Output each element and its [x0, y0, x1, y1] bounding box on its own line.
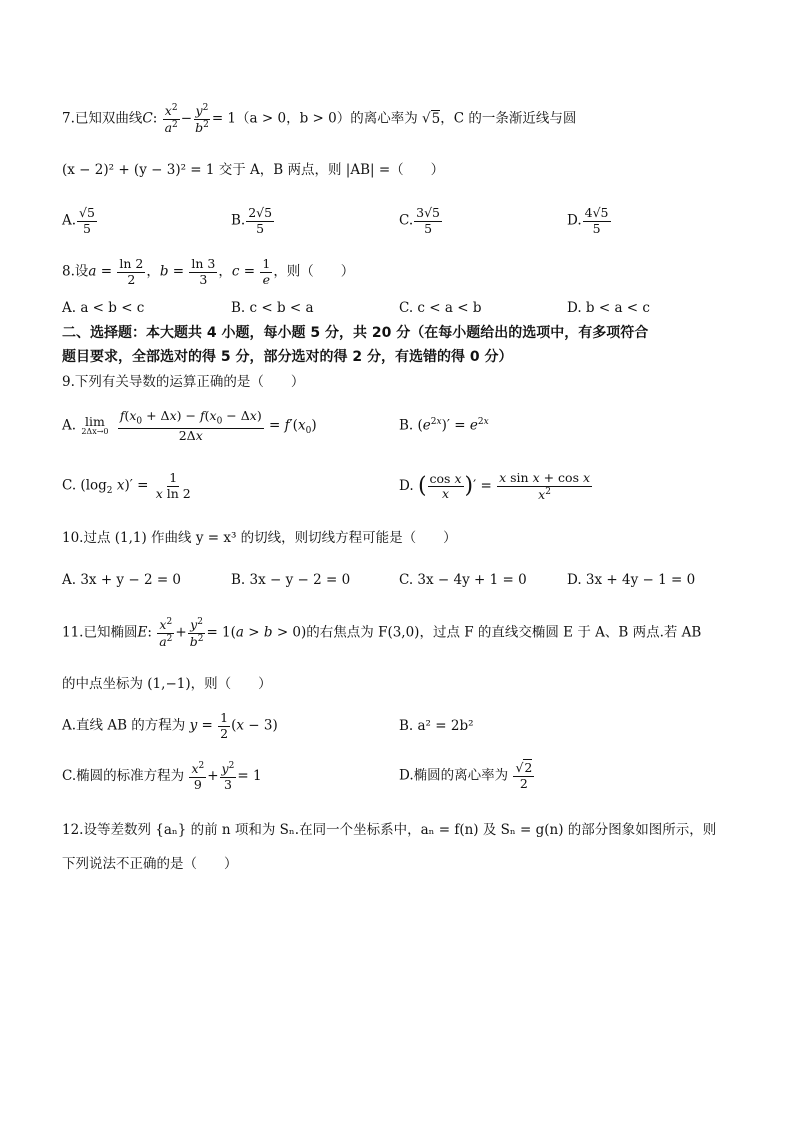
section2-heading-line1: 二、选择题：本大题共 4 小题，每小题 5 分，共 20 分（在每小题给出的选项中，有多项符合 [62, 325, 649, 341]
q11-option-b: B. a² = 2b² [399, 718, 474, 734]
q11-option-d: D.椭圆的离心率为 $\frac{√2}{2}$ [399, 760, 533, 791]
section2-heading-line2: 题目要求，全部选对的得 5 分，部分选对的得 2 分，有选错的得 0 分） [62, 349, 513, 365]
q9-option-a: A. lim 2Δx→0 $\frac{f(x_0 + \Delta x) - f(x_0 - \Delta x)}{2\Delta x}$ = $f'(x_0)$ [62, 408, 317, 443]
q10-option-c: C. 3x − 4y + 1 = 0 [399, 572, 527, 588]
q11-line1: 11.已知椭圆E: $\frac{x^2}{a^2}$ + $\frac{y^2}{b^2}$ = 1(a > b > 0)的右焦点为 F(3,0)，过点 F 的直线交椭圆 E 于 A、B 两点.若 AB [62, 617, 702, 649]
q7-hyperbola-x-term: $\frac{x^2}{a^2}$ [164, 103, 178, 135]
q8-option-d: D. b < a < c [567, 300, 650, 316]
q10-stem: 10.过点 (1,1) 作曲线 y = x³ 的切线，则切线方程可能是（ ） [62, 530, 457, 546]
q7-suffix: ，C 的一条渐近线与圆 [440, 110, 577, 127]
q7-mid: （a > 0，b > 0）的离心率为 [236, 110, 418, 127]
q12-line2: 下列说法不正确的是（ ） [62, 856, 238, 872]
q8-option-a: A. a < b < c [62, 300, 145, 316]
q7-option-d: D. $\frac{4√5}{5}$ [567, 205, 609, 236]
q7-hyperbola-y-term: $\frac{y^2}{b^2}$ [195, 103, 209, 135]
q9-option-d: D. ( $\frac{\text{cos x}}{x}$ )′ = $\frac{\text{x sin x + cos x}}{x^2}$ [399, 470, 591, 502]
q9-option-b: B. $(e^{2x})' = e^{2x}$ [399, 417, 489, 434]
q10-option-d: D. 3x + 4y − 1 = 0 [567, 572, 696, 588]
q7-option-a: A. $\frac{√5}{5}$ [62, 205, 95, 236]
q8-option-c: C. c < a < b [399, 300, 482, 316]
q11-option-c: C.椭圆的标准方程为 $\frac{x^2}{9}$ + $\frac{y^2}{3}$ = 1 [62, 761, 262, 792]
q12-line1: 12.设等差数列 {aₙ} 的前 n 项和为 Sₙ.在同一个坐标系中，aₙ = f(n) 及 Sₙ = g(n) 的部分图象如图所示，则 [62, 822, 717, 838]
q11-line2: 的中点坐标为 (1,−1)，则（ ） [62, 676, 272, 692]
q7-prefix: 7.已知双曲线 [62, 110, 143, 127]
q7-line2: (x − 2)² + (y − 3)² = 1 交于 A，B 两点，则 |AB| =（ ） [62, 162, 445, 178]
q7-option-b: B. $\frac{2√5}{5}$ [231, 205, 273, 236]
q11-option-a: A.直线 AB 的方程为 y = $\frac{1}{2}$ (x − 3) [62, 710, 278, 741]
q10-option-b: B. 3x − y − 2 = 0 [231, 572, 351, 588]
q9-option-c: C. ($\log_2$ x)′ = $\frac{1}{\text{x ln 2}}$ [62, 470, 191, 501]
q10-option-a: A. 3x + y − 2 = 0 [62, 572, 182, 588]
q8-stem: 8.设a = $\frac{\ln 2}{2}$ ，b = $\frac{\ln 3}{3}$ ，c = $\frac{1}{e}$ ，则（ ） [62, 256, 355, 287]
q7-option-c: C. $\frac{3√5}{5}$ [399, 205, 441, 236]
q8-option-b: B. c < b < a [231, 300, 314, 316]
q9-stem: 9.下列有关导数的运算正确的是（ ） [62, 374, 305, 390]
q7-line1: 7.已知双曲线C: $\frac{x^2}{a^2}$ − $\frac{y^2}{b^2}$ = 1（a > 0，b > 0）的离心率为 √5，C 的一条渐近线与圆 [62, 103, 577, 135]
